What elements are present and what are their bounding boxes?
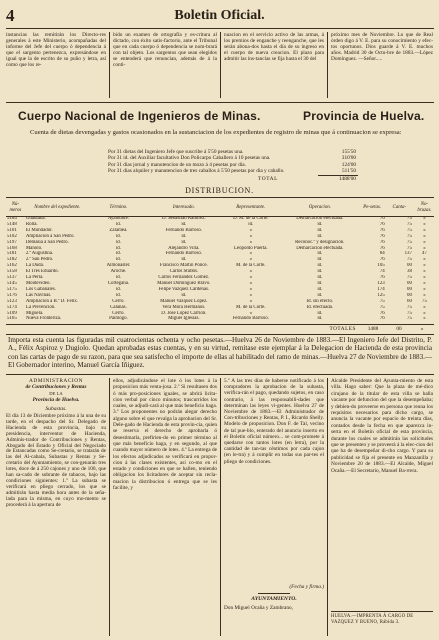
col-header: Interesado. — [172, 204, 195, 210]
row-interested: Manuel Dominguez Bravo. — [157, 280, 211, 286]
row-term: id. — [115, 239, 121, 245]
row-extra: » — [423, 216, 426, 221]
charges-list — [108, 149, 316, 175]
total-amount: 1488'00 — [338, 176, 356, 182]
row-operation: id. — [317, 269, 323, 275]
row-interested: Fernando Barroso. — [165, 227, 203, 233]
row-representative: » — [249, 286, 253, 292]
row-pesetas: 76 — [379, 310, 385, 316]
section-heading-left: Cuerpo Nacional de Ingenieros de Minas. — [18, 109, 261, 123]
row-interested: Cárlos Fernandez Gomez. — [158, 275, 210, 281]
top-column-1: instancias las remitirán los Directo-res generales á este Ministerio, acompañadas del informe del Jefe del cuerpo ó dependencia á que el sargento pertenezca, expresándose en igual que la de escrito de su puño y letra, así como que los re- — [6, 32, 106, 69]
row-operation: id. — [317, 251, 323, 257]
table-body — [6, 216, 436, 322]
table-row — [6, 316, 436, 322]
row-pesetas: 105 — [377, 263, 385, 269]
row-centimos: 75 — [407, 316, 412, 322]
imprint-rule — [331, 611, 433, 612]
row-centimos: 00 — [407, 292, 412, 298]
row-term: id. — [115, 245, 121, 251]
row-pesetas: 76 — [379, 275, 385, 281]
column-divider — [327, 32, 328, 98]
row-extra: » — [423, 286, 426, 292]
charge-amount: 511'50 — [342, 168, 356, 175]
row-number: 5174 — [7, 304, 17, 310]
row-centimos: 137 — [404, 251, 412, 257]
row-name: La Perla. — [25, 275, 44, 281]
row-name: El Mundador. — [25, 227, 53, 233]
row-term: Almonaster. — [106, 263, 131, 269]
row-operation: Demarcacion efectuada. — [296, 216, 344, 221]
row-number: 5158 — [7, 269, 17, 275]
row-centimos: 00 — [407, 286, 412, 292]
col-header: No-bruzas. — [417, 201, 432, 213]
row-pesetas: 76 — [379, 233, 385, 239]
bottom-column-2: ellos, adjudicándose el lote ó los lotes á la proposicion más venta-josa. 2.º Si resultasen dos ó más pro-posiciones iguales, se abrirá licita-cion verbal por cinco minutos; trascurridos los cuales, se adjudi-cará al que más beneficio haga. 3.º Los proponentes no podrán alegar derecho alguno sobre el que revalga la aprobacion del Sr. Dele-gado de Hacienda de esta provin-cia, quien se reserva el derecho de aprobarla ó desestimarla, prefirien-do en primer término al que más beneficio haga, y en segundo, al que cuando mayor número de lotes. 4.º La entrega de los efectos adjudicados se verificará en propor-cion á las clases existentes, así co-mo en el estado y condiciones en que se hallen, teniendo obligacion los licitadores de aceptar sin recla-macion la distribucion ó entrega que se les facilite, y — [113, 378, 217, 492]
row-name: Nueva Fronteriza. — [25, 316, 62, 322]
row-interested: id. — [181, 239, 187, 245]
row-name: Los Gabanales. — [25, 286, 56, 292]
row-representative: D. M. de la Corte. — [233, 216, 269, 221]
imprint: HUELVA.—IMPRENTA Á CARGO DE VAZQUEZ Y BUENO, Rábida 3. — [331, 614, 414, 625]
row-number: 5165 — [7, 316, 17, 322]
signature-note: (Fecha y firma.) — [289, 584, 324, 590]
row-centimos: 00 — [407, 280, 412, 286]
col-header: Nombre del expediente. — [34, 204, 81, 210]
distribution-totals — [290, 326, 434, 332]
section-heading-right: Provincia de Huelva. — [303, 109, 425, 123]
row-name: Manolo. — [25, 245, 43, 251]
charge-amount: 310'00 — [341, 155, 356, 162]
admin-heading-line: DE LA — [49, 390, 63, 396]
row-representative: M. de la Corte. — [236, 263, 266, 269]
row-operation: id. — [317, 233, 323, 239]
table-top-rule — [6, 197, 434, 198]
row-interested: Manuel Vazquez López. — [160, 298, 208, 304]
row-centimos: 75 — [407, 239, 412, 245]
ayuntamiento-signer: Don Miguel Ocaña y Zambrano, — [224, 605, 293, 611]
row-extra: » — [423, 280, 426, 286]
row-number: 5102 — [7, 233, 17, 239]
row-term: id. — [115, 233, 121, 239]
table-bottom-rule — [6, 324, 434, 325]
row-operation: id. — [317, 275, 323, 281]
row-operation: Demarcacion efectuada. — [296, 245, 344, 251]
row-representative: » — [249, 257, 253, 263]
row-interested: Cárlos Stubbs. — [169, 269, 199, 275]
row-extra: » — [423, 292, 426, 298]
row-operation: id. — [317, 316, 323, 322]
section-rule — [6, 334, 434, 335]
row-term: Zalamea. — [109, 227, 128, 233]
row-centimos: 75 — [407, 257, 412, 263]
row-interested: id. — [181, 257, 187, 263]
col-header: Nú-meros — [9, 201, 22, 213]
row-interested: id. — [181, 221, 187, 227]
row-pesetas: 76 — [379, 316, 385, 322]
row-representative: » — [249, 233, 253, 239]
charge-line: Por 31 dietas del Ingeniero Jefe que suscribe á 5'50 pesetas una. — [108, 149, 244, 155]
row-number: 5197 — [7, 239, 17, 245]
row-number: 5181 — [7, 251, 17, 257]
admin-heading-line: de Contribuciones y Rentas — [25, 384, 87, 391]
row-centimos: 75 — [407, 245, 412, 251]
charge-line: Por 31 id. del Auxiliar facultativo Don Policarpo Caballero á 10 pesetas una. — [108, 155, 271, 162]
row-extra: » — [423, 245, 426, 251]
row-centimos: 75 — [407, 304, 412, 310]
row-term: Paimogo. — [109, 316, 128, 322]
ayuntamiento-heading: AYUNTAMIENTO. — [251, 596, 297, 602]
charge-line: Por 31 dias alquiler y manutencion de tres caballos á 5'50 pesetas por dia y caballo. — [108, 168, 285, 175]
distribution-title: DISTRIBUCION. — [185, 186, 254, 195]
row-number: 5101 — [7, 227, 17, 233]
row-representative: » — [249, 251, 253, 257]
row-name: Las Navinas. — [25, 292, 52, 298]
row-extra: » — [423, 257, 426, 263]
row-representative: M. de la Corte. — [236, 304, 266, 310]
row-interested: Alejandro Villa. — [168, 245, 200, 251]
row-number: 5148 — [7, 221, 17, 227]
row-name: La Duda. — [25, 263, 45, 269]
row-extra: » — [423, 221, 426, 227]
row-name: 2.ª Augustina. — [25, 251, 54, 257]
row-centimos: 38 — [407, 269, 412, 275]
row-centimos: 60 — [407, 298, 412, 304]
row-representative: id. — [248, 221, 254, 227]
newspaper-title: Boletin Oficial. — [174, 8, 265, 23]
row-interested: id. — [181, 233, 187, 239]
totals-pesetas: 1488 — [367, 326, 379, 332]
row-interested: Fernando Barroso. — [165, 251, 203, 257]
row-term: Cortegana. — [107, 280, 130, 286]
row-name: Guadiana. — [25, 216, 46, 221]
row-pesetas: 84 — [379, 251, 385, 257]
section-rule — [6, 374, 434, 375]
row-name: Montevideo. — [25, 280, 51, 286]
column-divider — [327, 378, 328, 636]
row-representative: » — [249, 227, 253, 233]
charges-amounts — [320, 149, 356, 175]
admin-heading-line: Provincia de Huelva. — [32, 397, 80, 404]
row-extra: » — [423, 227, 426, 233]
row-pesetas: 76 — [379, 245, 385, 251]
row-name: Miguela. — [25, 310, 44, 316]
row-pesetas: 75 — [379, 304, 385, 310]
row-interested: Vera Mora Hermanos. — [162, 304, 206, 310]
row-pesetas: 74 — [379, 269, 385, 275]
row-operation: id. — [317, 221, 323, 227]
row-interested: Miguel Iglesias. — [168, 316, 200, 322]
row-term: Calañas. — [110, 304, 127, 310]
row-extra: » — [423, 233, 426, 239]
row-extra: » — [423, 316, 426, 322]
closing-paragraph: Importa esta cuenta las figuradas mil cuatrocientas ochenta y ocho pesetas.—Huelva 26 de Noviembre de 1883.—El Ingeniero Jefe del Distrito, P. A., Félix Aspiroz y Dugiolo. Quedan aprobadas estas cuentas, y en su virtud, remítase este ejemplar á la Delegacion de Hacienda de esta provincia con las cartas de pago de su razon, para que sea satisfecho el importe de ellas al habilitado del ramo de minas.—Huelva 27 de Noviembre de 1883.—El Gobernador interino, Manuel García Iñiguez. — [8, 336, 432, 369]
row-centimos: 75 — [407, 221, 412, 227]
row-operation: Reconoc.º y designacion. — [295, 239, 345, 245]
column-divider — [109, 378, 110, 636]
table-header-rule — [6, 216, 434, 217]
row-pesetas: 76 — [379, 221, 385, 227]
row-extra: » — [423, 310, 426, 316]
row-number: 5123 — [7, 298, 17, 304]
row-term: Cerro. — [112, 298, 125, 304]
table-header-row — [6, 199, 436, 216]
row-representative: » — [249, 275, 253, 281]
row-operation: Id. sin efecto. — [306, 298, 334, 304]
row-extra: » — [423, 263, 426, 269]
row-name: Demasía á San Pedro. — [25, 239, 69, 245]
row-representative: Fernando Barroso. — [232, 316, 269, 322]
top-column-2: bido un examen de ortografía y es-critura al dictado, con éxito satis-factorio, ante el Tribunal que en cada cuerpo ó dependencia se nom-brará con tal objeto. Los sargentos que sean elegidos se entenderá que renuncian, además de á la conti- — [113, 32, 217, 69]
distribution-table — [6, 199, 436, 322]
row-number: 5175 — [7, 286, 17, 292]
row-centimos: 00 — [407, 263, 412, 269]
row-operation: id. — [317, 263, 323, 269]
row-name: Ampliacion á B.º D. Félix. — [25, 298, 79, 304]
section-rule — [6, 102, 434, 103]
col-header: Pe-setas. — [363, 204, 382, 210]
bottom-column-1: El día 13 de Diciembre próximo á la una de su tarde, en el despacho del Sr. Delegado de Hacienda de esta provincia, bajo su presidencia, interventor de Hacienda, Adminis-trador de Contribuciones y Rentas, Abogado del Estado y Oficial del Negociado de Estancadas como Se-cretario, se tratarán de las del Al-cabala, Subastas y Rentas y Se-cretario del Ayuntamiento, se con-genarán tres lotes, doce de á 250 cajones y uno de 100, que han sa-cado de sobrante de tabacos, bajo las condiciones siguientes: 1.º La subasta se verificará en pliego cerrado, los que se admitirán hasta media hora antes de la seña-lada para la misma, en cuyo mo-mento se procederá á la apertura de — [6, 413, 106, 508]
row-operation: Id. efectuada. — [306, 304, 334, 310]
row-representative: » — [249, 239, 253, 245]
row-number: 5176 — [7, 292, 17, 298]
row-term: id. — [115, 257, 121, 263]
admin-heading-line: ADMINISTRACION — [28, 378, 84, 384]
row-extra: » — [423, 239, 426, 245]
row-name: Ampliacion á San Pedro. — [25, 233, 75, 239]
row-centimos: 75 — [407, 275, 412, 281]
row-centimos: 75 — [407, 233, 412, 239]
charge-amount: 155'50 — [341, 149, 356, 155]
row-extra: » — [423, 304, 426, 310]
row-pesetas: 76 — [379, 257, 385, 263]
row-number: 5168 — [7, 245, 17, 251]
row-operation: id. — [317, 310, 323, 316]
row-pesetas: 75 — [379, 298, 385, 304]
row-extra: » — [423, 275, 426, 281]
small-rule — [258, 593, 290, 594]
row-operation: id. — [317, 286, 323, 292]
row-interested: Francisco Martín Ponce. — [159, 263, 208, 269]
subastas-subheading: Subastas. — [45, 406, 67, 412]
row-number: 5184 — [7, 216, 17, 221]
row-term: Ayamonte. — [107, 216, 130, 221]
row-number: 5109 — [7, 310, 17, 316]
totals-last: » — [420, 326, 424, 332]
row-representative: » — [249, 280, 253, 286]
row-extra: 47 — [422, 251, 427, 257]
column-divider — [220, 32, 221, 98]
row-centimos: 75 — [407, 310, 412, 316]
row-term: id. — [115, 251, 121, 257]
row-pesetas: 76 — [379, 239, 385, 245]
row-term: id. — [115, 286, 121, 292]
row-number: 5162 — [7, 263, 17, 269]
row-interested: id. — [181, 292, 187, 298]
row-name: El Tres Eduardo. — [25, 269, 59, 275]
row-pesetas: 76 — [379, 216, 385, 221]
column-divider — [220, 378, 221, 636]
top-column-3: nuacion en el servicio activo de las armas, á los premios de enganche y reenganche, que les serán abona-dos hasta el día de su ingreso en el cuerpo de nueva creacion. El plazo para admitir las ins-tancias se fija hasta el 30 del — [224, 32, 324, 63]
row-representative: » — [249, 310, 253, 316]
row-interested: D. Sebastian Ramírez. — [161, 216, 206, 221]
row-interested: D. José López Carrion. — [161, 310, 207, 316]
row-number: 5145 — [7, 280, 17, 286]
row-operation: id. — [317, 280, 323, 286]
row-extra: » — [423, 269, 426, 275]
row-term: Aroche. — [110, 269, 127, 275]
row-term: Cerro. — [112, 310, 125, 316]
row-pesetas: 174 — [377, 286, 385, 292]
col-header: Término. — [109, 204, 128, 210]
row-pesetas: 123 — [377, 280, 385, 286]
row-representative: » — [249, 292, 253, 298]
col-header: Operacion. — [308, 204, 331, 210]
row-operation: id. — [317, 292, 323, 298]
row-representative: Leopoldo Puerta. — [233, 245, 268, 251]
row-interested: Felipe Vazquez Cárdenas. — [158, 286, 210, 292]
row-pesetas: 125 — [377, 292, 385, 298]
row-term: id. — [115, 275, 121, 281]
totals-centimos: 00 — [396, 326, 402, 332]
row-operation: id. — [317, 227, 323, 233]
row-name: Rolla. — [25, 221, 38, 227]
row-centimos: 75 — [407, 227, 412, 233]
charge-amount: 124'00 — [341, 161, 356, 168]
totals-label: TOTALES — [329, 326, 356, 332]
row-representative: » — [249, 298, 253, 304]
row-representative: » — [249, 269, 253, 275]
bottom-column-4: Alcalde Presidente del Ayunta-miento de esta villa. Hago saber: Que la plaza de mé-dico cirujano de la titular de esta villa se halla vacante por defuncion del que la desempeñaba; y debien-do proveerse en persona que reuna los requisitos necesarios para dicho cargo, se anuncia la vacante por espacio de treinta días, contados desde la fecha en que aparezca in-serta en el Boletin oficial de esta provincia, durante los cuales se admitirán las solicitudes que se presenten y se proveerá á la elec-cion del que ha de desempeñar di-cho cargo. Y para su publicidad se fija el presente en Manzanilla y Noviembre 20 de 1883.—El Alcalde, Miguel Ocaña.—El Secretario, Manuel Ba-rrera. — [331, 378, 433, 474]
row-pesetas: 76 — [379, 227, 385, 233]
column-divider — [109, 32, 110, 98]
col-header: Canta- — [392, 204, 407, 210]
bottom-column-3: 5.º A las tres días de haberse notificado á los compradores la aprobacion de la subasta, verifica-rán el pago, quedando sujetos, en caso contrario, á las responsabili-dades que determinan las leyes vi-gentes. Huelva 27 de Noviembre de 1883.—El Administrador de Con-tribuciones y Rentas, P. I., Ricardo Shelly. Modelo de proposicion. Don F. de Tal, vecino de tal pue-blo, enterado del anuncio inserto en el Boletin oficial número... se com-promete á quedarse con tantos lotes (en letra), por la cantidad de tan-tas céntimos por cada cajon (en le-tra) y á cumplir en todas sus par-tes el pliego de condiciones. — [224, 378, 324, 465]
row-term: id. — [115, 292, 121, 298]
charges-total — [218, 176, 358, 182]
col-header: Representante. — [236, 204, 266, 210]
row-number: 5182 — [7, 257, 17, 263]
charge-line: Por 31 dias jornal y manutencion de un mozo á 4 pesetas por dia. — [108, 161, 246, 168]
admin-heading — [6, 378, 106, 404]
top-column-4: próximo mes de Noviembre. Lo que de Real órden digo á V. E. para su conocimiento y efec-tos oportunos. Dios guarde á V. E. muchos años. Madrid 30 de Octu-bre de 1883.—López Domínguez. —Señor..... — [331, 32, 433, 63]
page-number: 4 — [6, 6, 15, 25]
intro-text: Cuenta de dietas devengadas y gastos ocasionados en la sustanciacion de los expedientes de registro de minas que á continuacion se expresa: — [30, 129, 402, 136]
row-name: La Prevencion. — [25, 304, 56, 310]
row-term: id. — [115, 221, 121, 227]
row-extra: 75 — [422, 298, 427, 304]
row-operation: id. — [317, 257, 323, 263]
row-centimos: 75 — [407, 216, 412, 221]
row-number: 5137 — [7, 275, 17, 281]
header-rule — [6, 28, 434, 29]
total-label: TOTAL — [257, 176, 279, 182]
row-name: 2.ª San Pedro. — [25, 257, 54, 263]
